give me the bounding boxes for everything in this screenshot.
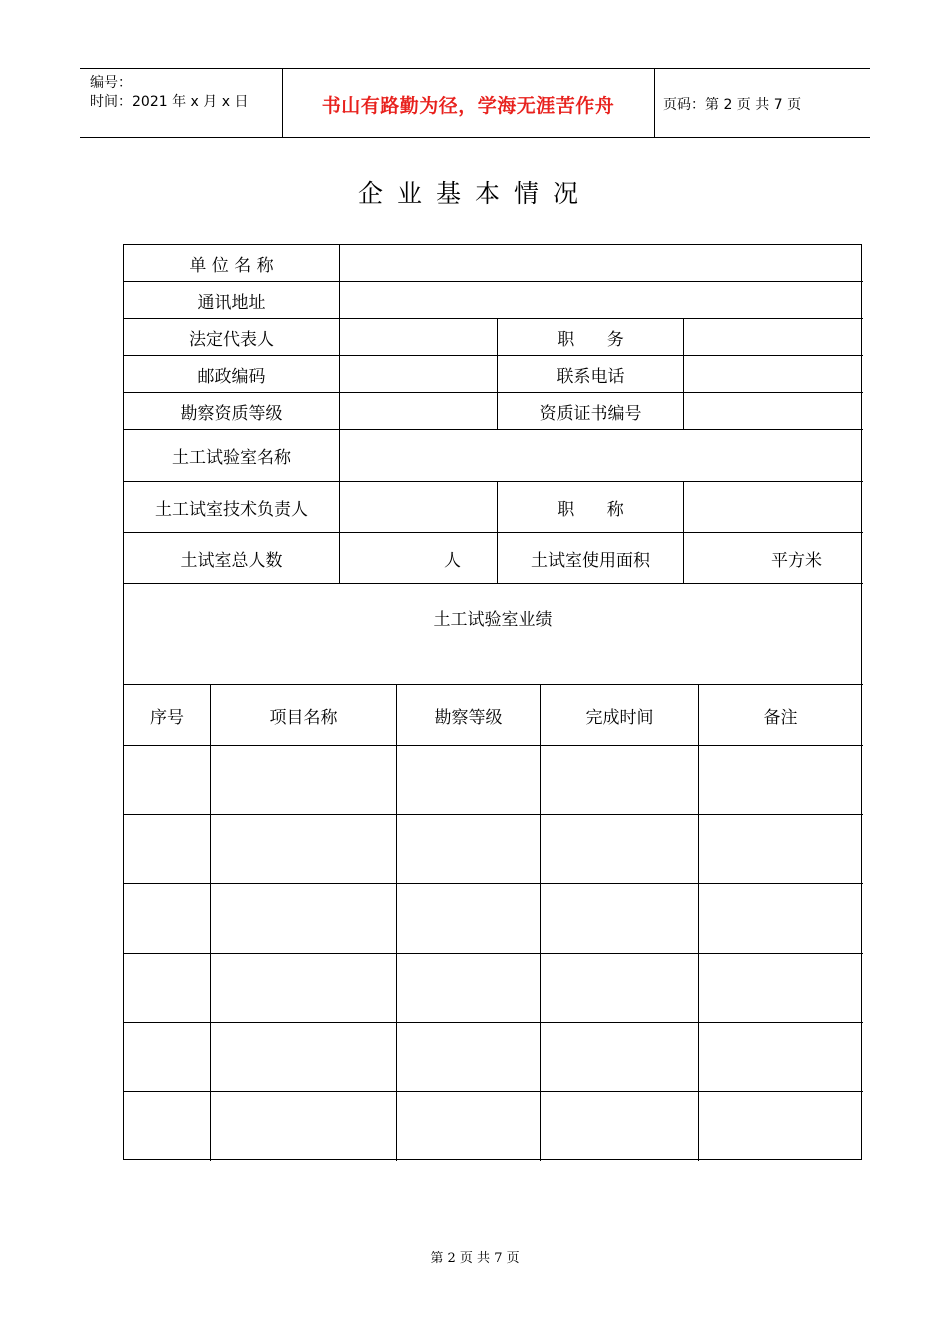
table-row[interactable] (124, 746, 862, 814)
header-motto-cell (282, 69, 655, 137)
phone-label: 联系电话 (556, 366, 625, 387)
col-header-level: 勘察等级 (434, 707, 503, 728)
lab-staff-label: 土试室总人数 (180, 550, 283, 571)
table-row[interactable] (124, 1023, 862, 1091)
motto-text: 书山有路勤为径，学海无涯苦作舟 (321, 95, 615, 117)
table-row[interactable] (124, 1092, 862, 1159)
table-row[interactable] (124, 954, 862, 1022)
postcode-field[interactable] (340, 356, 497, 392)
title-rank-field[interactable] (684, 482, 862, 532)
title-rank-label: 职 称 (557, 499, 624, 520)
col-header-completion: 完成时间 (585, 707, 654, 728)
document-date: 时间：2021 年 x 月 x 日 (90, 94, 249, 110)
col-header-index: 序号 (150, 707, 184, 728)
survey-level-field[interactable] (340, 393, 497, 429)
header-page-cell (655, 69, 870, 137)
legal-rep-field[interactable] (340, 319, 497, 355)
header-meta-cell (80, 69, 283, 137)
performance-heading: 土工试验室业绩 (433, 609, 553, 630)
lab-name-label: 土工试验室名称 (172, 448, 291, 468)
lab-name-field[interactable] (340, 430, 862, 481)
lab-tech-lead-label: 土工试室技术负责人 (155, 499, 308, 520)
company-info-table (123, 244, 862, 1160)
survey-level-label: 勘察资质等级 (180, 403, 283, 424)
address-field[interactable] (340, 282, 862, 318)
cert-no-field[interactable] (684, 393, 862, 429)
postcode-label: 邮政编码 (197, 366, 266, 387)
cert-no-label: 资质证书编号 (539, 403, 642, 424)
unit-name-field[interactable] (340, 245, 862, 281)
page-title: 企业基本情况 (357, 179, 592, 208)
document-number: 编号： (90, 75, 132, 91)
area-unit: 平方米 (771, 550, 822, 571)
lab-area-label: 土试室使用面积 (531, 550, 650, 571)
col-header-remarks: 备注 (763, 707, 798, 728)
address-label: 通讯地址 (197, 292, 266, 313)
page-footer: 第 2 页 共 7 页 (430, 1251, 520, 1266)
table-row[interactable] (124, 884, 862, 953)
position-field[interactable] (684, 319, 862, 355)
page-header (80, 68, 870, 138)
lab-staff-field[interactable] (340, 533, 497, 583)
unit-name-label: 单 位 名 称 (189, 255, 274, 276)
lab-area-field[interactable] (684, 533, 862, 583)
lab-tech-lead-field[interactable] (340, 482, 497, 532)
position-label: 职 务 (557, 329, 624, 350)
legal-rep-label: 法定代表人 (189, 329, 274, 350)
col-header-project: 项目名称 (269, 707, 338, 728)
staff-unit: 人 (444, 550, 461, 571)
table-row[interactable] (124, 815, 862, 883)
phone-field[interactable] (684, 356, 862, 392)
page-info: 页码：第 2 页 共 7 页 (663, 97, 802, 113)
